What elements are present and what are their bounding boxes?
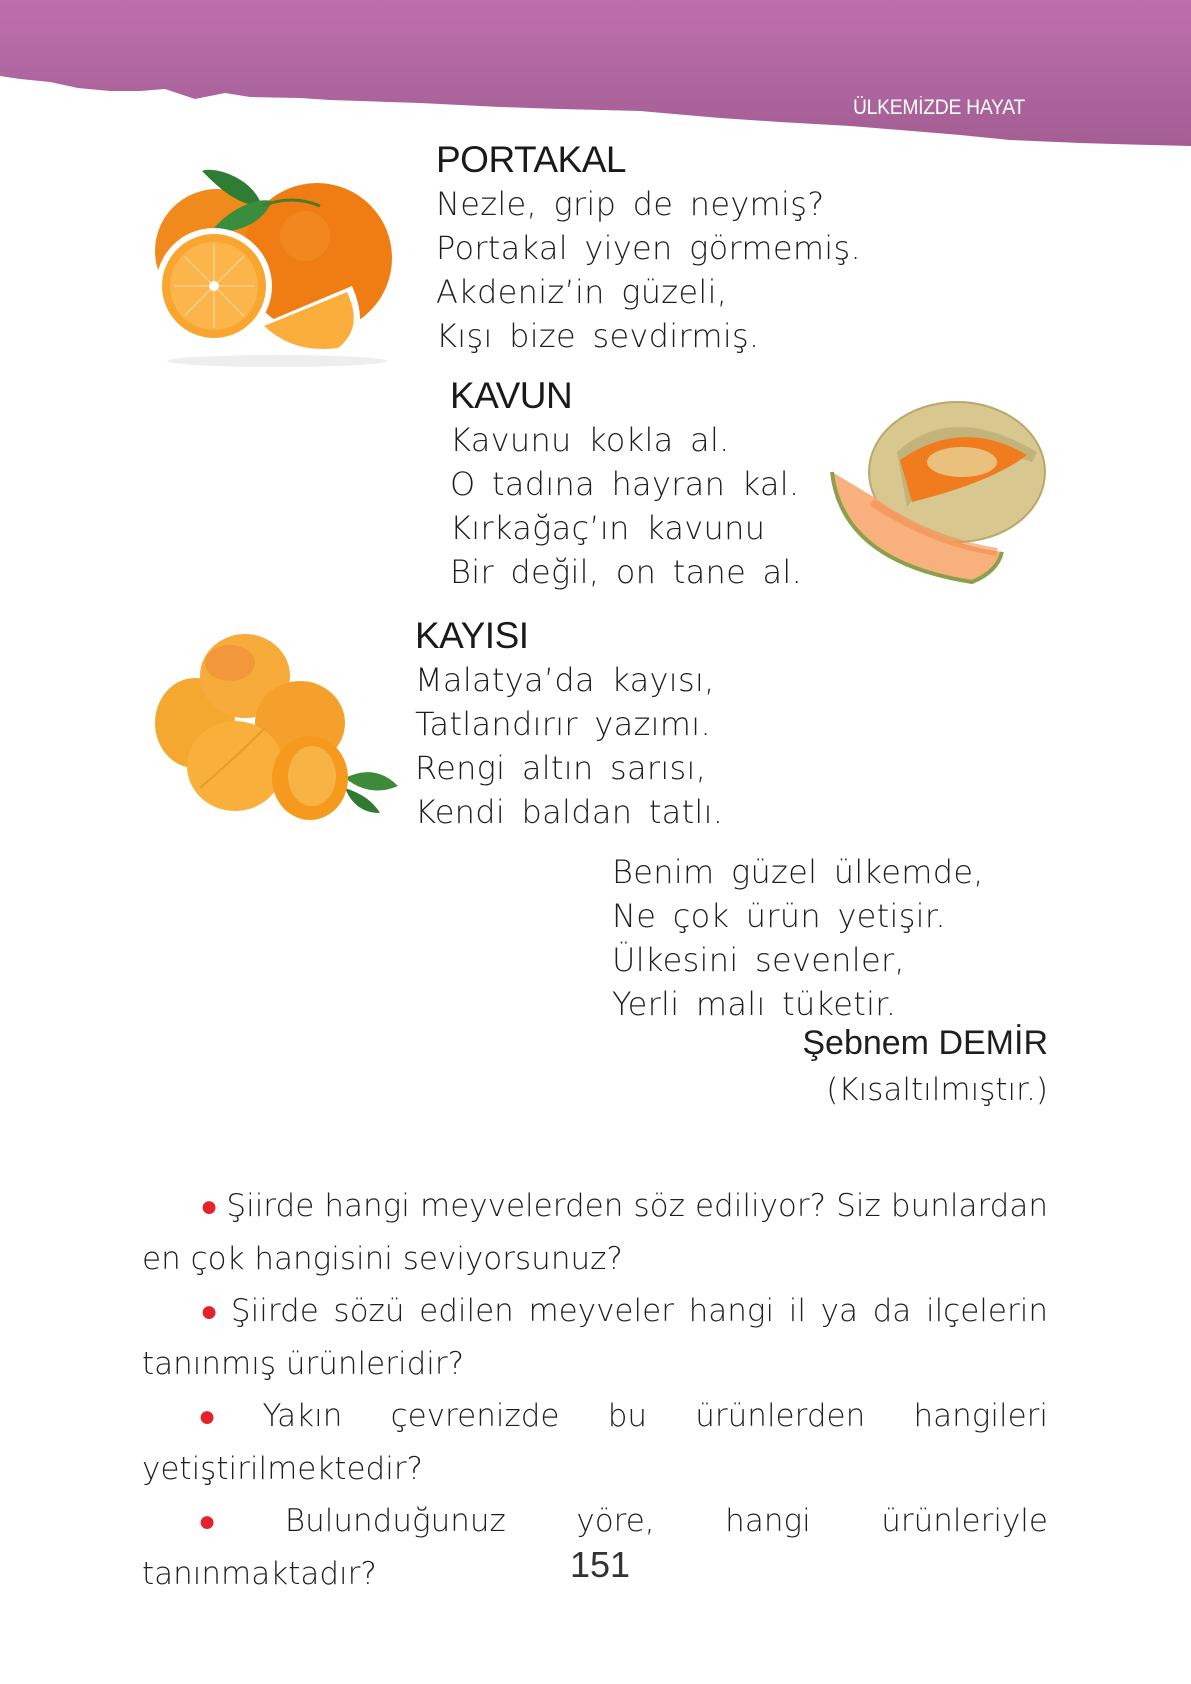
poem-title: KAVUN — [450, 375, 573, 416]
question-text: Şiirde sözü edilen meyveler hangi il ya da ilçelerin tanınmış ürünleridir? — [142, 1293, 1048, 1382]
poem-author: Şebnem DEMİR — [802, 1024, 1048, 1062]
poem-line: Bir değil, on tane al. — [450, 553, 803, 591]
poem-kavun — [450, 374, 802, 594]
poem-line: Kavunu kokla al. — [450, 421, 730, 459]
abridged-note: (Kısaltılmıştır.) — [826, 1072, 1048, 1108]
poem-line: Kırkağaç’ın kavunu — [450, 509, 766, 547]
poem-line: Rengi altın sarısı, — [415, 749, 707, 787]
poem-line: Tatlandırır yazımı. — [415, 705, 711, 743]
question-item — [142, 1285, 1048, 1390]
poem-line: Yerli malı tüketir. — [612, 985, 897, 1023]
oranges-image — [142, 146, 412, 371]
bullet-icon: ● — [198, 1399, 255, 1434]
question-text: Şiirde hangi meyvelerden söz ediliyor? Siz bunlardan en çok hangisini seviyorsunuz? — [142, 1188, 1048, 1277]
poem-title: KAYISI — [415, 615, 529, 656]
header-band — [0, 0, 1191, 150]
page-number: 151 — [570, 1544, 631, 1585]
question-item — [142, 1390, 1048, 1495]
question-text: Yakın çevrenizde bu ürünlerden hangileri yetiştirilmektedir? — [142, 1398, 1048, 1487]
apricots-image — [140, 618, 405, 840]
question-list — [142, 1180, 1048, 1600]
poem-line: Kışı bize sevdirmiş. — [436, 317, 760, 355]
bullet-icon: ● — [200, 1294, 223, 1329]
final-stanza — [612, 850, 984, 1026]
poem-line: Ne çok ürün yetişir. — [612, 897, 946, 935]
melon-image — [812, 392, 1052, 597]
poem-line: Malatya’da kayısı, — [415, 661, 715, 699]
poem-kayisi — [415, 614, 723, 834]
poem-line: Nezle, grip de neymiş? — [436, 185, 825, 223]
bullet-icon: ● — [200, 1189, 219, 1224]
poem-line: Akdeniz’in güzeli, — [436, 273, 728, 311]
poem-title: PORTAKAL — [436, 139, 626, 180]
poem-line: Kendi baldan tatlı. — [415, 793, 724, 831]
poem-line: Portakal yiyen görmemiş. — [436, 229, 861, 267]
question-text: Bulunduğunuz yöre, hangi ürünleriyle tanınmaktadır? — [142, 1503, 1048, 1592]
torn-paper-band — [0, 0, 1191, 150]
poem-line: O tadına hayran kal. — [450, 465, 800, 503]
poem-line: Benim güzel ülkemde, — [612, 853, 984, 891]
question-item — [142, 1180, 1048, 1285]
poem-line: Ülkesini sevenler, — [612, 941, 905, 979]
bullet-icon: ● — [198, 1504, 277, 1539]
section-label: ÜLKEMİZDE HAYAT — [853, 96, 1025, 119]
poem-portakal — [436, 138, 861, 358]
